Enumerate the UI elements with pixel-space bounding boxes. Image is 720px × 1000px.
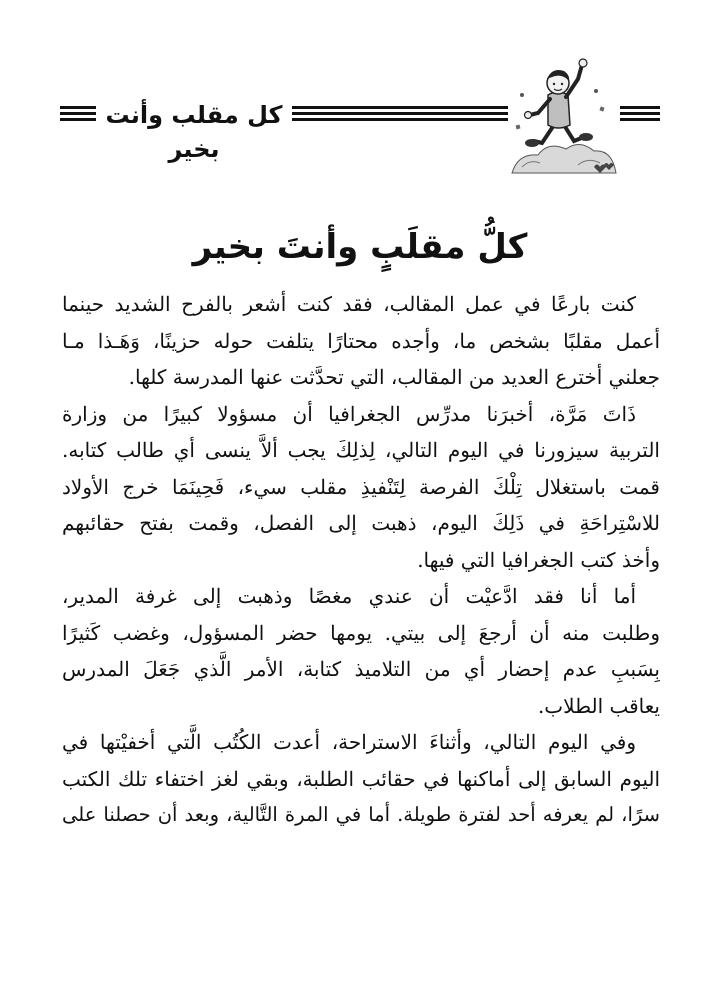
paragraph-3-line-2: وطلبت منه أن أرجعَ إلى بيتي. يومها حضر المسؤول، وغضب كَثيرًا <box>62 620 660 645</box>
running-header-title: كل مقلب وأنت بخير <box>105 101 283 163</box>
header-rule-left <box>60 106 96 124</box>
story-body <box>62 286 660 834</box>
paragraph-3-line-3: بِسَببِ عدم إحضار أي من التلاميذ كتابة، الأمر الَّذي جَعَلَ المدرس <box>62 657 660 681</box>
paragraph-1-line-2: أعمل مقلبًا بشخص ما، وأجده محتارًا يتلفت حوله حزينًا، وَهَـذا مـا <box>62 328 660 353</box>
paragraph-4-line-1: وفي اليوم التالي، وأثناءَ الاستراحة، أعدت الكُتُب الَّتي أخفيْتها في <box>62 730 636 754</box>
paragraph-2-line-2: التربية سيزورنا في اليوم التالي، لِذلِكَ يجب ألاَّ ينسى أي طالب كتابه. <box>62 438 660 462</box>
paragraph-4-line-3: سرًا، لم يعرفه أحد لفترة طويلة. أما في المرة التَّالية، وبعد أن حصلنا على <box>62 803 660 826</box>
paragraph-2-line-1: ذَاتَ مَرَّة، أخبرَنا مدرِّس الجغرافيا أن مسؤولا كبيرًا من وزارة <box>62 401 636 426</box>
paragraph-2-line-3: قمت باستغلال تِلْكَ الفرصة لِتَنْفيذِ مقلب سيء، فَحِينَمَا خرج الأولاد <box>62 474 660 499</box>
chapter-title: كلُّ مقلَبٍ وأنتَ بخير <box>192 227 528 267</box>
paragraph-4-line-2: اليوم السابق إلى أماكنها في حقائب الطلبة، وبقي لغز اختفاء تلك الكتب <box>62 766 660 791</box>
paragraph-3-line-4: يعاقب الطلاب. <box>537 693 660 718</box>
paragraph-2-line-5: وأخذ كتب الجغرافيا التي فيها. <box>417 547 660 572</box>
header-rule-right <box>620 106 660 124</box>
paragraph-3-line-1: أما أنا فقد ادَّعيْت أن عندي مغصًا وذهبت إلى غرفة المدير، <box>62 584 636 608</box>
boy-jumping-illustration <box>508 55 620 175</box>
paragraph-1-line-3: جعلني أخترع العديد من المقالب، التي تحدَّثت عنها المدرسة كلها. <box>128 365 660 389</box>
paragraph-2-line-4: للاسْتِراحَةِ في ذَلِكَ اليوم، ذهبت إلى الفصل، وقمت بفتح حقائبهم <box>62 511 660 535</box>
header-rule-middle <box>292 106 508 124</box>
paragraph-1-line-1: كنت بارعًا في عمل المقالب، فقد كنت أشعر بالفرح الشديد حينما <box>62 292 636 316</box>
